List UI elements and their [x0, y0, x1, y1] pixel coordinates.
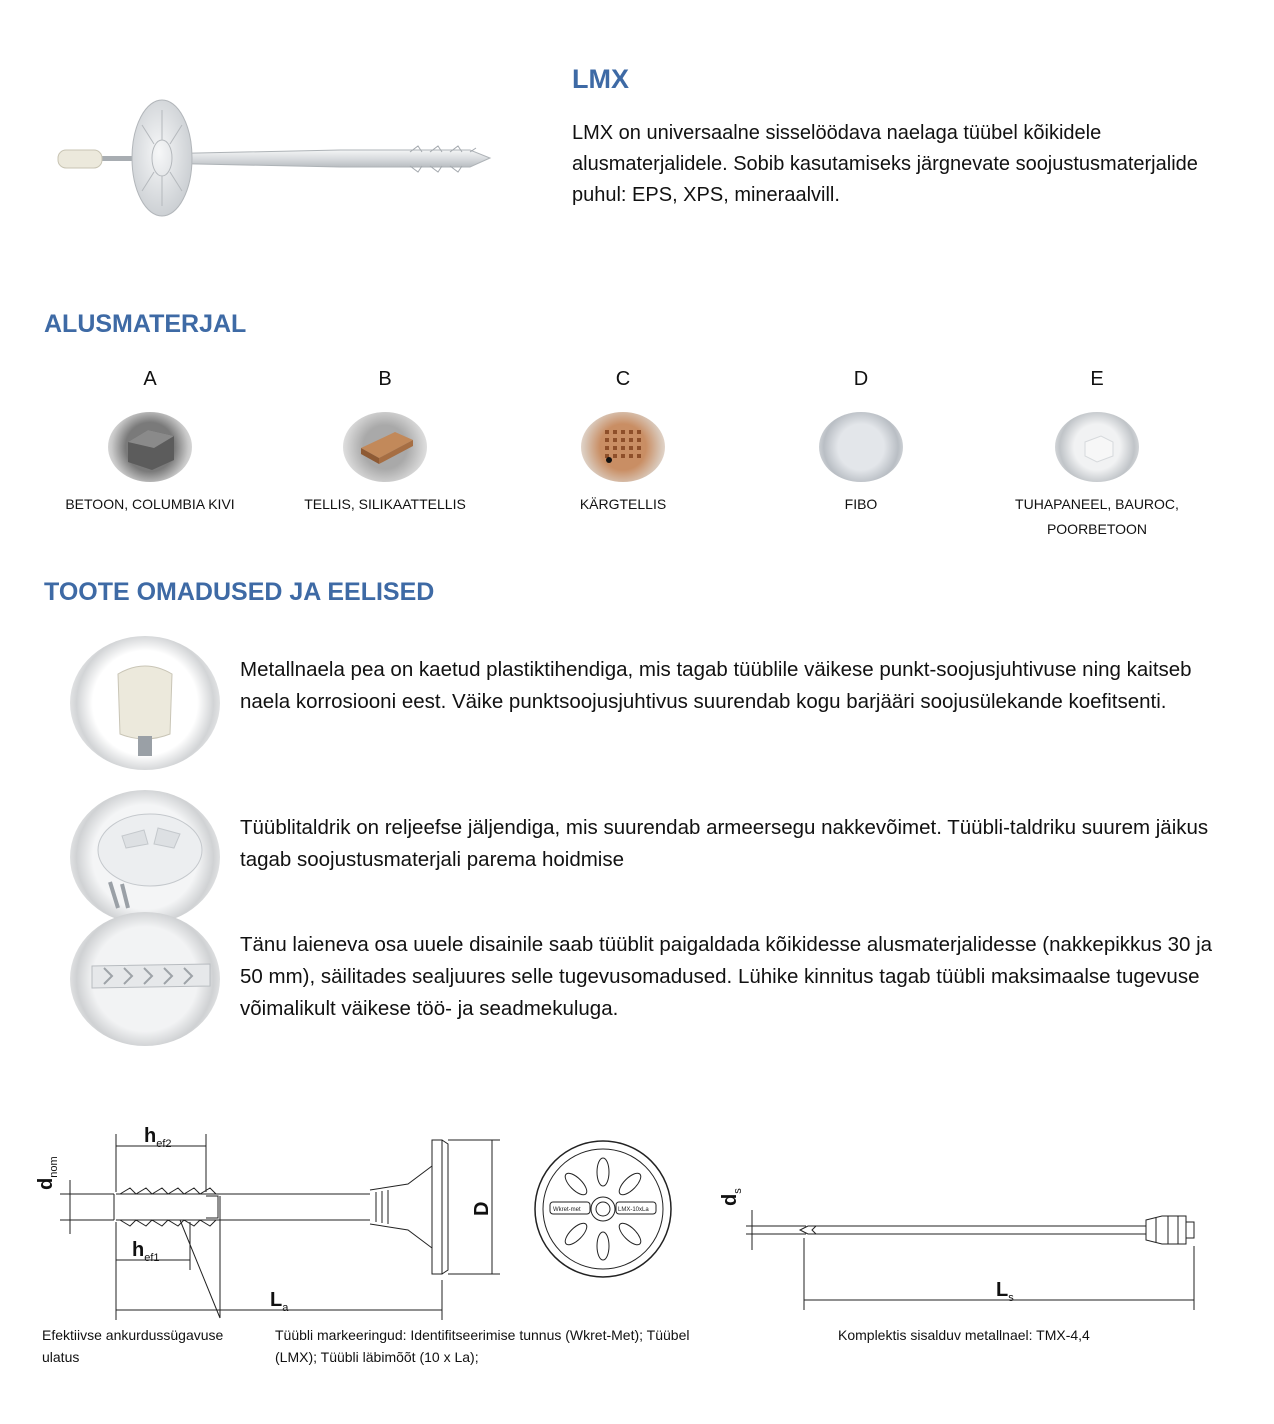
- hollow-brick-icon: [581, 412, 665, 482]
- base-material-label: TUHAPANEEL, BAUROC, POORBETOON: [1015, 496, 1179, 537]
- nail-cap-icon: [70, 636, 220, 770]
- base-material-e: [997, 368, 1197, 542]
- plate-front-view-drawing: [528, 1134, 678, 1284]
- feature-text-1: Metallnaela pea on kaetud plastiktihendiga, mis tagab tüüblile väikese punkt-soojusjuhtivuse ning kaitseb naela korrosiooni eest. Väike punktsoojusjuhtivus suurendab kogu barjääri soojusülekande koefitsenti.: [240, 658, 1192, 713]
- base-material-b: [285, 368, 485, 517]
- dimension-label-hef2: $h_{ef2}$: [144, 1125, 172, 1150]
- brick-icon: [343, 412, 427, 482]
- caption-anchorage: Efektiivse ankurdussügavuse ulatus: [42, 1327, 224, 1365]
- base-material-a: [50, 368, 250, 517]
- dimension-label-la: $L_a$: [270, 1289, 289, 1314]
- base-material-letter: B: [378, 368, 392, 390]
- dimension-label-ls: $L_s$: [996, 1279, 1014, 1304]
- product-description: LMX on universaalne sisselöödava naelaga tüübel kõikidele alusmaterjalidele. Sobib kasutamiseks järgnevate soojustusmaterjalide puhul: EPS, XPS, mineraalvill.: [572, 122, 1198, 206]
- nail-drawing: [716, 1160, 1226, 1320]
- expansion-zone-icon: [70, 912, 220, 1046]
- product-image: [40, 90, 500, 240]
- product-title: LMX: [572, 64, 629, 94]
- aerated-concrete-icon: [1055, 412, 1139, 482]
- dimension-label-hef1: $h_{ef1}$: [132, 1239, 160, 1264]
- dimension-label-d: D: [471, 1201, 493, 1216]
- base-material-letter: A: [143, 368, 157, 390]
- dimension-label-ds: $d_s$: [719, 1188, 744, 1206]
- feature-text-3: Tänu laieneva osa uuele disainile saab tüüblit paigaldada kõikidesse alusmaterjalidesse (nakkepikkus 30 ja 50 mm), säilitades sealjuures selle tugevusomadused. Lühike kinnitus tagab tüübli maksimaalse tugevuse võimalikult väikese töö- ja seadmekuluga.: [240, 933, 1213, 1020]
- plate-marking-left: Wkret-met: [553, 1207, 581, 1213]
- light-block-icon: [819, 412, 903, 482]
- base-material-label: KÄRGTELLIS: [579, 496, 667, 512]
- caption-nail: Komplektis sisalduv metallnael: TMX-4,4: [838, 1327, 1090, 1343]
- base-material-letter: E: [1090, 368, 1104, 390]
- base-material-d: [761, 368, 961, 517]
- base-material-label: BETOON, COLUMBIA KIVI: [65, 496, 235, 512]
- base-material-c: [523, 368, 723, 517]
- features-heading: TOOTE OMADUSED JA EELISED: [44, 578, 435, 606]
- base-materials-heading: ALUSMATERJAL: [44, 310, 247, 338]
- anchor-side-view-drawing: [30, 1120, 510, 1320]
- caption-markings: Tüübli markeeringud: Identifitseerimise tunnus (Wkret-Met); Tüübel (LMX); Tüübli läbimõõt (10 x La);: [275, 1327, 690, 1365]
- feature-text-2: Tüüblitaldrik on reljeefse jäljendiga, mis suurendab armeersegu nakkevõimet. Tüübli-taldriku suurem jäikus tagab soojustusmaterjali parema hoidmise: [240, 816, 1209, 871]
- base-material-letter: D: [853, 368, 869, 390]
- base-material-label: FIBO: [844, 496, 878, 512]
- plate-marking-right: LMX-10xLa: [618, 1207, 649, 1213]
- dimension-label-dnom: $d_{nom}$: [35, 1156, 60, 1190]
- anchor-plate-icon: [70, 790, 220, 924]
- base-material-letter: C: [615, 368, 631, 390]
- concrete-block-icon: [108, 412, 192, 482]
- base-material-label: TELLIS, SILIKAATTELLIS: [304, 496, 466, 512]
